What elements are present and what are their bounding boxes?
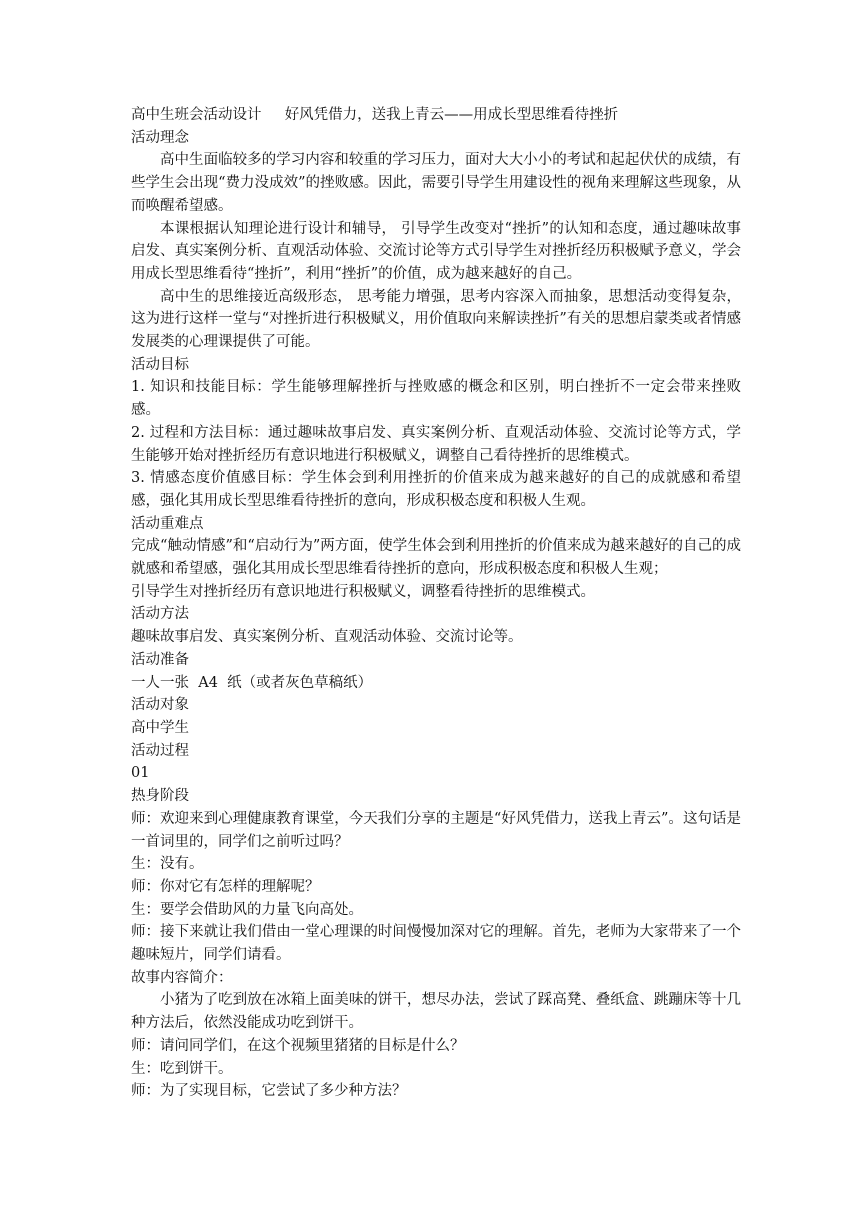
goal-item-1: 1. 知识和技能目标：学生能够理解挫折与挫败感的概念和区别，明白挫折不一定会带来挫败感。 [131,379,741,419]
concept-paragraph-3: 高中生的思维接近高级形态， 思考能力增强，思考内容深入而抽象，思想活动变得复杂，这为进行这样一堂与“对挫折进行积极赋义，用价值取向来解读挫折”有关的思想启蒙类或者情感发展类的心理课提供了可能。 [131,288,741,351]
story-paragraph: 小猪为了吃到放在冰箱上面美味的饼干，想尽办法，尝试了踩高凳、叠纸盒、跳蹦床等十几种方法后，依然没能成功吃到饼干。 [131,992,741,1032]
goal-item-2: 2. 过程和方法目标：通过趣味故事启发、真实案例分析、直观活动体验、交流讨论等方式，学生能够开始对挫折经历有意识地进行积极赋义，调整自己看待挫折的思维模式。 [131,424,741,464]
document-title: 好风凭借力，送我上青云——用成长型思维看待挫折 [284,107,619,123]
concept-paragraph-1: 高中生面临较多的学习内容和较重的学习压力，面对大大小小的考试和起起伏伏的成绩，有些学生会出现“费力没成效”的挫败感。因此，需要引导学生用建设性的视角来理解这些现象，从而唤醒希望感。 [131,152,741,214]
dialogue-line: 师：为了实现目标，它尝试了多少种方法？ [131,1083,407,1100]
section-heading-preparation: 活动准备 [131,651,189,668]
dialogue-line: 师：欢迎来到心理健康教育课堂，今天我们分享的主题是“好风凭借力，送我上青云”。这句话是一首词里的，同学们之前听过吗？ [131,810,741,850]
section-heading-goals: 活动目标 [131,356,189,373]
section-heading-process: 活动过程 [131,742,189,759]
concept-paragraph-2: 本课根据认知理论进行设计和辅导， 引导学生改变对“挫折”的认知和态度，通过趣味故事启发、真实案例分析、直观活动体验、交流讨论等方式引导学生对挫折经历积极赋予意义，学会用成长型思维看待“挫折”，利用“挫折”的价值，成为越来越好的自己。 [131,220,741,282]
target-paragraph: 高中学生 [131,719,189,736]
key-paragraph-2: 引导学生对挫折经历有意识地进行积极赋义，调整看待挫折的思维模式。 [131,583,595,600]
section-heading-concept: 活动理念 [131,129,189,146]
step-number: 01 [131,765,150,782]
story-heading: 故事内容简介： [131,969,233,986]
section-heading-key-points: 活动重难点 [131,515,204,532]
dialogue-line: 师：请问同学们，在这个视频里猪猪的目标是什么？ [131,1037,465,1054]
step-title: 热身阶段 [131,788,189,805]
dialogue-line: 生：吃到饼干。 [131,1060,233,1077]
key-paragraph-1: 完成“触动情感”和“启动行为”两方面，使学生体会到利用挫折的价值来成为越来越好的自己的成就感和希望感，强化其用成长型思维看待挫折的意向，形成积极态度和积极人生观； [131,538,741,578]
dialogue-line: 生：要学会借助风的力量飞向高处。 [131,901,363,918]
document-title-line [131,104,741,127]
section-heading-target: 活动对象 [131,697,189,714]
dialogue-line: 师：接下来就让我们借由一堂心理课的时间慢慢加深对它的理解。首先，老师为大家带来了一个趣味短片，同学们请看。 [131,924,741,964]
document-page [131,104,741,1103]
dialogue-line: 生：没有。 [131,856,204,873]
goal-item-3: 3. 情感态度价值感目标：学生体会到利用挫折的价值来成为越来越好的自己的成就感和希望感，强化其用成长型思维看待挫折的意向，形成积极态度和积极人生观。 [131,470,741,509]
title-prefix: 高中生班会活动设计 [131,107,262,123]
preparation-paragraph: 一人一张 A4 纸（或者灰色草稿纸） [131,674,373,691]
method-paragraph: 趣味故事启发、真实案例分析、直观活动体验、交流讨论等。 [131,629,523,646]
section-heading-method: 活动方法 [131,606,189,623]
dialogue-line: 师：你对它有怎样的理解呢？ [131,878,320,895]
